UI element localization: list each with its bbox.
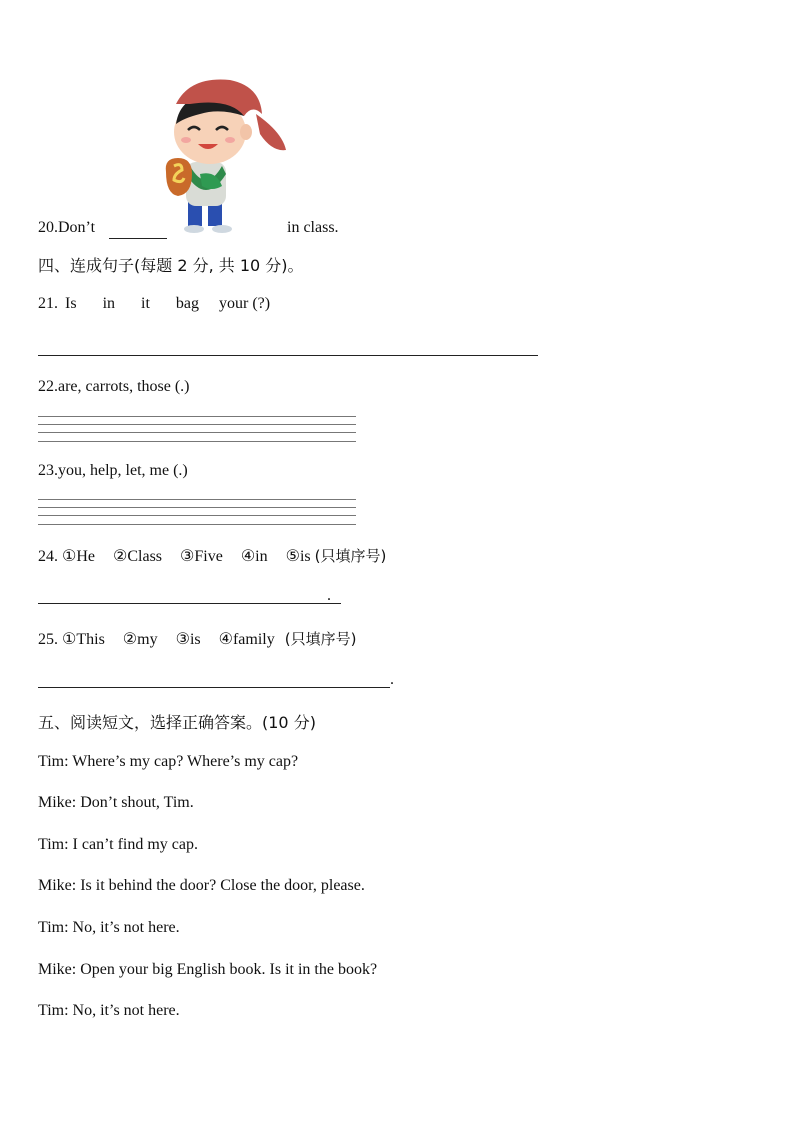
q24-note: (只填序号) (314, 547, 387, 565)
speaker: Mike: (38, 961, 77, 978)
speaker: Tim: (38, 836, 69, 853)
q21-word-1: Is (65, 295, 77, 312)
dialogue-line (38, 753, 298, 771)
q25-item-1: ①This (62, 631, 105, 648)
line-text: Don’t shout, Tim. (80, 794, 194, 811)
dialogue-line (38, 836, 198, 854)
q25-item-3: ③is (175, 631, 201, 648)
speaker: Tim: (38, 919, 69, 936)
line-text: I can’t find my cap. (72, 836, 198, 853)
question-24 (38, 545, 386, 566)
line-text: No, it’s not here. (72, 1002, 180, 1019)
q25-item-2: ②my (122, 631, 158, 648)
q25-number: 25. (38, 631, 58, 648)
section-5-title: 五、阅读短文，选择正确答案。(10 分) (38, 713, 316, 732)
q25-note: (只填序号) (284, 630, 357, 648)
dialogue-line (38, 877, 365, 895)
question-20 (38, 219, 95, 237)
dialogue-line (38, 919, 180, 937)
q24-item-5: ⑤is (285, 548, 311, 565)
question-23: 23.you, help, let, me (.) (38, 462, 188, 479)
speaker: Mike: (38, 877, 77, 894)
dialogue-line (38, 961, 377, 979)
line-text: Where’s my cap? Where’s my cap? (72, 753, 299, 770)
q25-item-4: ④family (218, 631, 275, 648)
q21-punctuation: (?) (252, 295, 271, 312)
q24-number: 24. (38, 548, 58, 565)
speaker: Tim: (38, 753, 69, 770)
q21-answer-line[interactable] (38, 355, 538, 356)
q20-prefix: 20.Don’t (38, 219, 96, 236)
q25-period: . (390, 671, 394, 688)
q21-word-4: bag (175, 295, 200, 312)
q24-item-4: ④in (240, 548, 268, 565)
q21-word-3: it (141, 295, 150, 312)
line-text: Open your big English book. Is it in the book? (80, 961, 378, 978)
line-text: Is it behind the door? Close the door, please. (80, 877, 365, 894)
q24-item-1: ①He (62, 548, 95, 565)
boy-with-cap-illustration (160, 74, 290, 236)
q20-suffix: in class. (287, 219, 339, 236)
question-22: 22.are, carrots, those (.) (38, 378, 190, 395)
q25-answer-line[interactable] (38, 687, 390, 688)
dialogue-line (38, 1002, 180, 1020)
q21-word-2: in (102, 295, 116, 312)
q24-item-2: ②Class (113, 548, 163, 565)
q24-answer-line[interactable] (38, 603, 341, 604)
line-text: No, it’s not here. (72, 919, 180, 936)
speaker: Mike: (38, 794, 77, 811)
question-21 (38, 295, 270, 313)
dialogue-line (38, 794, 194, 812)
q21-word-5: your (219, 295, 249, 312)
q24-period: . (327, 587, 331, 604)
q20-answer-blank[interactable] (109, 238, 167, 239)
question-25 (38, 628, 356, 649)
section-4-title: 四、连成句子(每题 2 分, 共 10 分)。 (38, 256, 304, 275)
speaker: Tim: (38, 1002, 69, 1019)
q24-item-3: ③Five (180, 548, 223, 565)
q21-number: 21. (38, 295, 58, 312)
